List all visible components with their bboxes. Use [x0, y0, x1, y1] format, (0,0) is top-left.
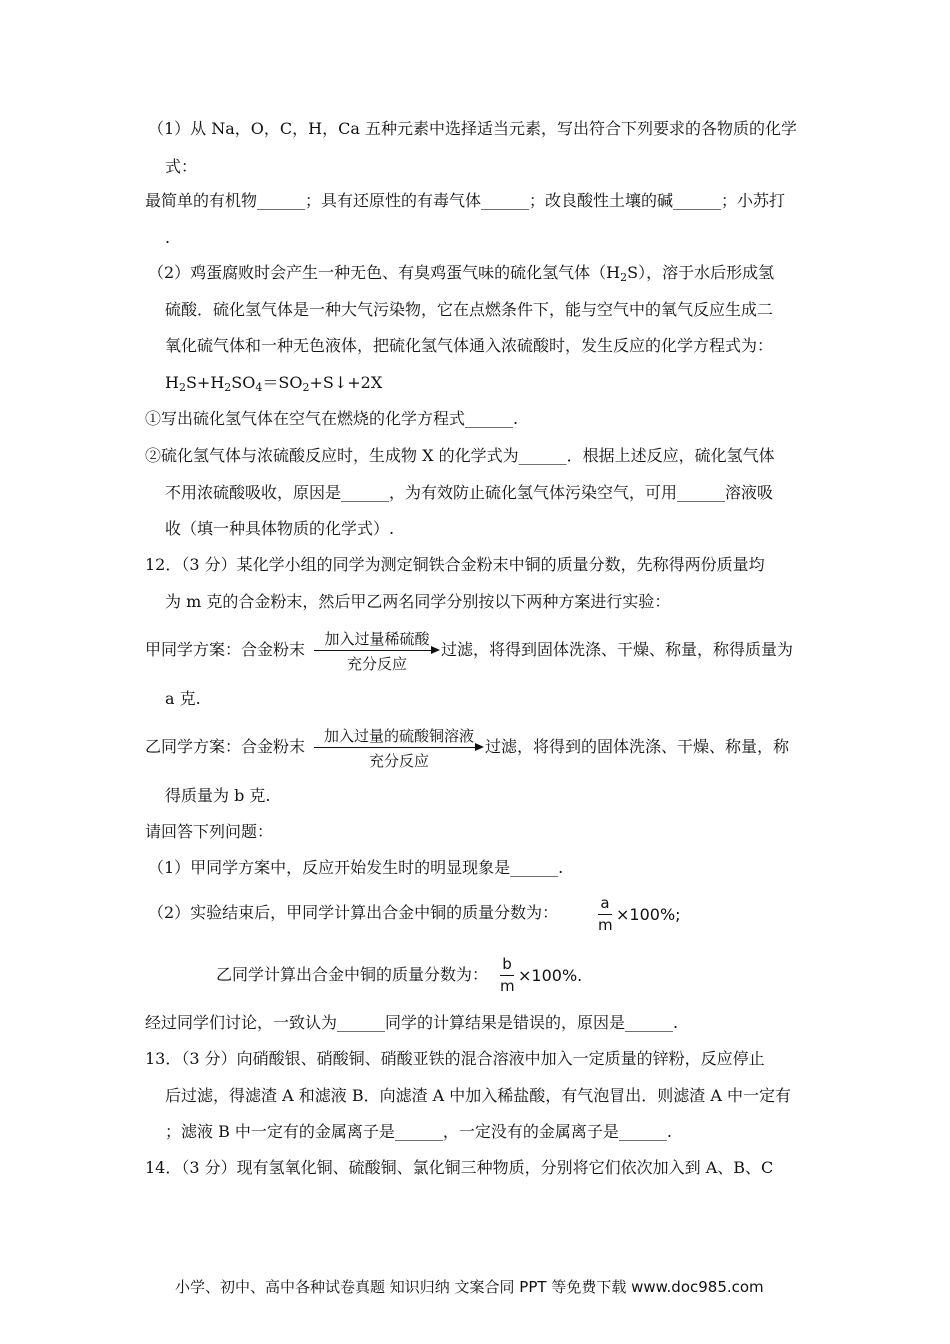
equation — [165, 373, 382, 398]
q2-intro-a: （2）鸡蛋腐败时会产生一种无色、有臭鸡蛋气味的硫化氢气体（H — [148, 263, 621, 282]
sub-question-2-line-2: 不用浓硫酸吸收，原因是______，为有效防止硫化氢气体污染空气，可用______溶液吸 — [165, 483, 774, 502]
arrow-bottom-label: 充分反应 — [368, 752, 429, 770]
answer-3: 经过同学们讨论，一致认为______同学的计算结果是错误的，原因是______. — [145, 1013, 679, 1032]
yi-plan-after: 过滤，将得到的固体洗涤、干燥、称量，称 — [485, 737, 790, 756]
question-12-line-2: 为 m 克的合金粉末，然后甲乙两名同学分别按以下两种方案进行实验： — [165, 592, 671, 611]
question-12: 12．（3 分）某化学小组的同学为测定铜铁合金粉末中铜的质量分数，先称得两份质量均 — [145, 555, 765, 574]
q1-intro: （1）从 Na，O，C，H，Ca 五种元素中选择适当元素，写出符合下列要求的各物质的化学 — [148, 119, 797, 138]
page-footer: 小学、初中、高中各种试卷真题 知识归纳 文案合同 PPT 等免费下载 www.doc985.com — [175, 1278, 764, 1296]
jia-plan-after: 过滤，将得到固体洗涤、干燥、称量，称得质量为 — [441, 640, 794, 659]
ask-heading: 请回答下列问题： — [145, 822, 274, 841]
eq-part: S+H — [185, 373, 225, 392]
fraction-suffix: ×100%; — [616, 905, 681, 924]
sub-question-2-line-3: 收（填一种具体物质的化学式）. — [165, 519, 395, 538]
fraction-suffix: ×100%. — [518, 966, 583, 985]
fraction-denominator: m — [500, 977, 515, 995]
question-13-line-2: 后过滤，得滤渣 A 和滤液 B．向滤渣 A 中加入稀盐酸，有气泡冒出．则滤渣 A 中一定有 — [165, 1086, 792, 1105]
q2-intro-b: S），溶于水后形成氢 — [627, 263, 775, 282]
fraction-bar — [500, 975, 514, 976]
jia-reaction-arrow — [314, 628, 440, 672]
arrow-bottom-label: 充分反应 — [346, 655, 407, 673]
eq-part: +S↓+2X — [309, 373, 383, 392]
answer-2b: 乙同学计算出合金中铜的质量分数为： — [216, 965, 489, 984]
sub-question-2: ②硫化氢气体与浓硫酸反应时，生成物 X 的化学式为______．根据上述反应，硫化氢气体 — [145, 446, 775, 465]
yi-plan-label: 乙同学方案：合金粉末 — [145, 737, 306, 756]
subscript: 2 — [224, 381, 232, 394]
q1-items: 最简单的有机物______；具有还原性的有毒气体______；改良酸性土壤的碱______；小苏打 — [145, 191, 786, 210]
answer-2: （2）实验结束后，甲同学计算出合金中铜的质量分数为： — [148, 903, 559, 922]
q1-end: . — [165, 228, 171, 247]
q1-intro-cont: 式： — [165, 157, 198, 176]
eq-part: ＝SO — [262, 373, 303, 392]
sub-question-1: ①写出硫化氢气体在空气在燃烧的化学方程式______. — [145, 409, 519, 428]
fraction-denominator: m — [598, 916, 613, 934]
question-13-line-3: ；滤液 B 中一定有的金属离子是______，一定没有的金属离子是______. — [165, 1122, 673, 1141]
fraction-bar — [598, 914, 612, 915]
yi-reaction-arrow — [314, 725, 484, 769]
jia-plan-end: a 克. — [165, 689, 201, 708]
q2-line-3: 氧化硫气体和一种无色液体，把硫化氢气体通入浓硫酸时，发生反应的化学方程式为： — [165, 336, 774, 355]
eq-part: SO — [231, 373, 256, 392]
question-13: 13．（3 分）向硝酸银、硝酸铜、硝酸亚铁的混合溶液中加入一定质量的锌粉，反应停止 — [145, 1049, 765, 1068]
jia-plan-label: 甲同学方案：合金粉末 — [145, 640, 306, 659]
fraction-numerator: a — [600, 894, 610, 912]
arrow-line — [314, 747, 476, 748]
subscript: 2 — [178, 381, 186, 394]
q2-line-2: 硫酸．硫化氢气体是一种大气污染物，它在点燃条件下，能与空气中的氧气反应生成二 — [165, 300, 774, 319]
subscript: 2 — [302, 381, 310, 394]
subscript: 2 — [620, 271, 628, 284]
q2-intro — [148, 263, 774, 288]
yi-plan-end: 得质量为 b 克. — [165, 786, 271, 805]
arrow-top-label: 加入过量稀硫酸 — [324, 630, 430, 648]
arrow-line — [314, 650, 432, 651]
fraction-b-over-m — [500, 955, 590, 999]
arrow-top-label: 加入过量的硫酸铜溶液 — [323, 727, 474, 745]
subscript: 4 — [255, 381, 263, 394]
question-14: 14．（3 分）现有氢氧化铜、硫酸铜、氯化铜三种物质，分别将它们依次加入到 A、B、C — [145, 1158, 774, 1177]
eq-part: H — [165, 373, 179, 392]
fraction-numerator: b — [502, 955, 512, 973]
fraction-a-over-m — [598, 894, 681, 938]
answer-1: （1）甲同学方案中，反应开始发生时的明显现象是______. — [148, 858, 564, 877]
